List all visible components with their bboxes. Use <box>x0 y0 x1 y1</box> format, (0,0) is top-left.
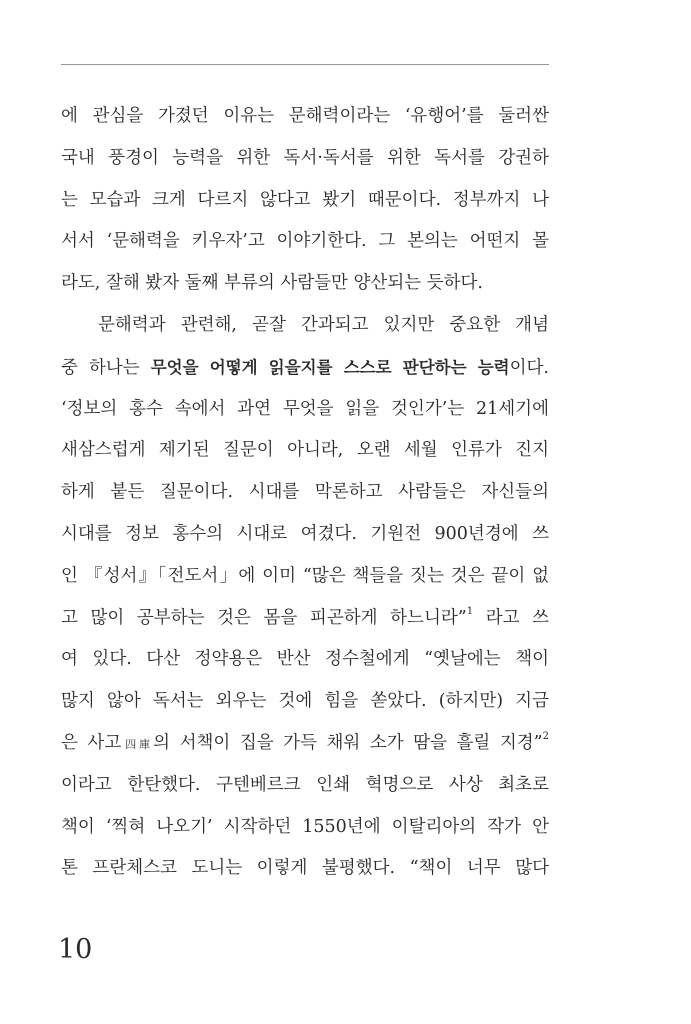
text-line-14: 여 있다. 다산 정약용은 반산 정수철에게 “옛날에는 책이 <box>61 649 549 670</box>
text-line-16-pre: 은 사고 <box>61 732 122 753</box>
text-line-9: 새삼스럽게 제기된 질문이 아니라, 오랜 세월 인류가 진지 <box>61 440 549 461</box>
footnote-ref-2: 2 <box>542 731 549 743</box>
header-rule <box>61 64 549 65</box>
text-line-1: 에 관심을 가졌던 이유는 문해력이라는 ‘유행어’를 둘러싼 <box>61 106 549 126</box>
text-line-4: 서서 ‘문해력을 키우자’고 이야기한다. 그 본의는 어떤지 몰 <box>61 231 549 252</box>
page-number: 10 <box>58 934 93 965</box>
text-line-7-post: 이다. <box>509 357 549 378</box>
text-line-13 <box>61 598 549 640</box>
text-line-11: 시대를 정보 홍수의 시대로 여겼다. 기원전 900년경에 쓰 <box>61 523 549 544</box>
text-line-12: 인 『성서』「전도서」에 이미 “많은 책들을 짓는 것은 끝이 없 <box>61 565 549 586</box>
text-line-3: 는 모습과 크게 다르지 않다고 봤기 때문이다. 정부까지 나 <box>61 189 549 210</box>
text-line-13-pre: 고 많이 공부하는 것은 몸을 피곤하게 하느니라” <box>61 607 467 628</box>
hanja-annotation: 四庫 <box>121 737 154 751</box>
text-line-16-mid: 의 서책이 집을 가득 채워 소가 땀을 흘릴 지경” <box>153 732 543 753</box>
text-line-10: 하게 붙든 질문이다. 시대를 막론하고 사람들은 자신들의 <box>61 482 549 503</box>
text-line-8: ‘정보의 홍수 속에서 과연 무엇을 읽을 것인가’는 21세기에 <box>61 398 549 419</box>
text-line-7 <box>61 347 549 389</box>
text-line-18: 책이 ‘찍혀 나오기’ 시작하던 1550년에 이탈리아의 작가 안 <box>61 816 549 837</box>
text-line-6: 문해력과 관련해, 곧잘 간과되고 있지만 중요한 개념 <box>98 314 549 335</box>
text-line-5: 라도, 잘해 봤자 둘째 부류의 사람들만 양산되는 듯하다. <box>61 273 483 294</box>
emphasized-phrase: 무엇을 어떻게 읽을지를 스스로 판단하는 능력 <box>150 357 510 377</box>
text-line-7-pre: 중 하나는 <box>61 357 151 378</box>
text-line-19: 톤 프란체스코 도니는 이렇게 불평했다. “책이 너무 많다 <box>61 858 549 879</box>
text-line-17: 이라고 한탄했다. 구텐베르크 인쇄 혁명으로 사상 최초로 <box>61 774 549 795</box>
footnote-ref-1: 1 <box>466 605 474 617</box>
text-line-2: 국내 풍경이 능력을 위한 독서·독서를 위한 독서를 강권하 <box>61 147 549 168</box>
text-line-16 <box>61 723 549 765</box>
text-line-15: 많지 않아 독서는 외우는 것에 힘을 쏟았다. (하지만) 지금 <box>61 691 549 712</box>
text-line-13-post: 라고 쓰 <box>473 607 549 628</box>
body-text <box>61 96 549 890</box>
